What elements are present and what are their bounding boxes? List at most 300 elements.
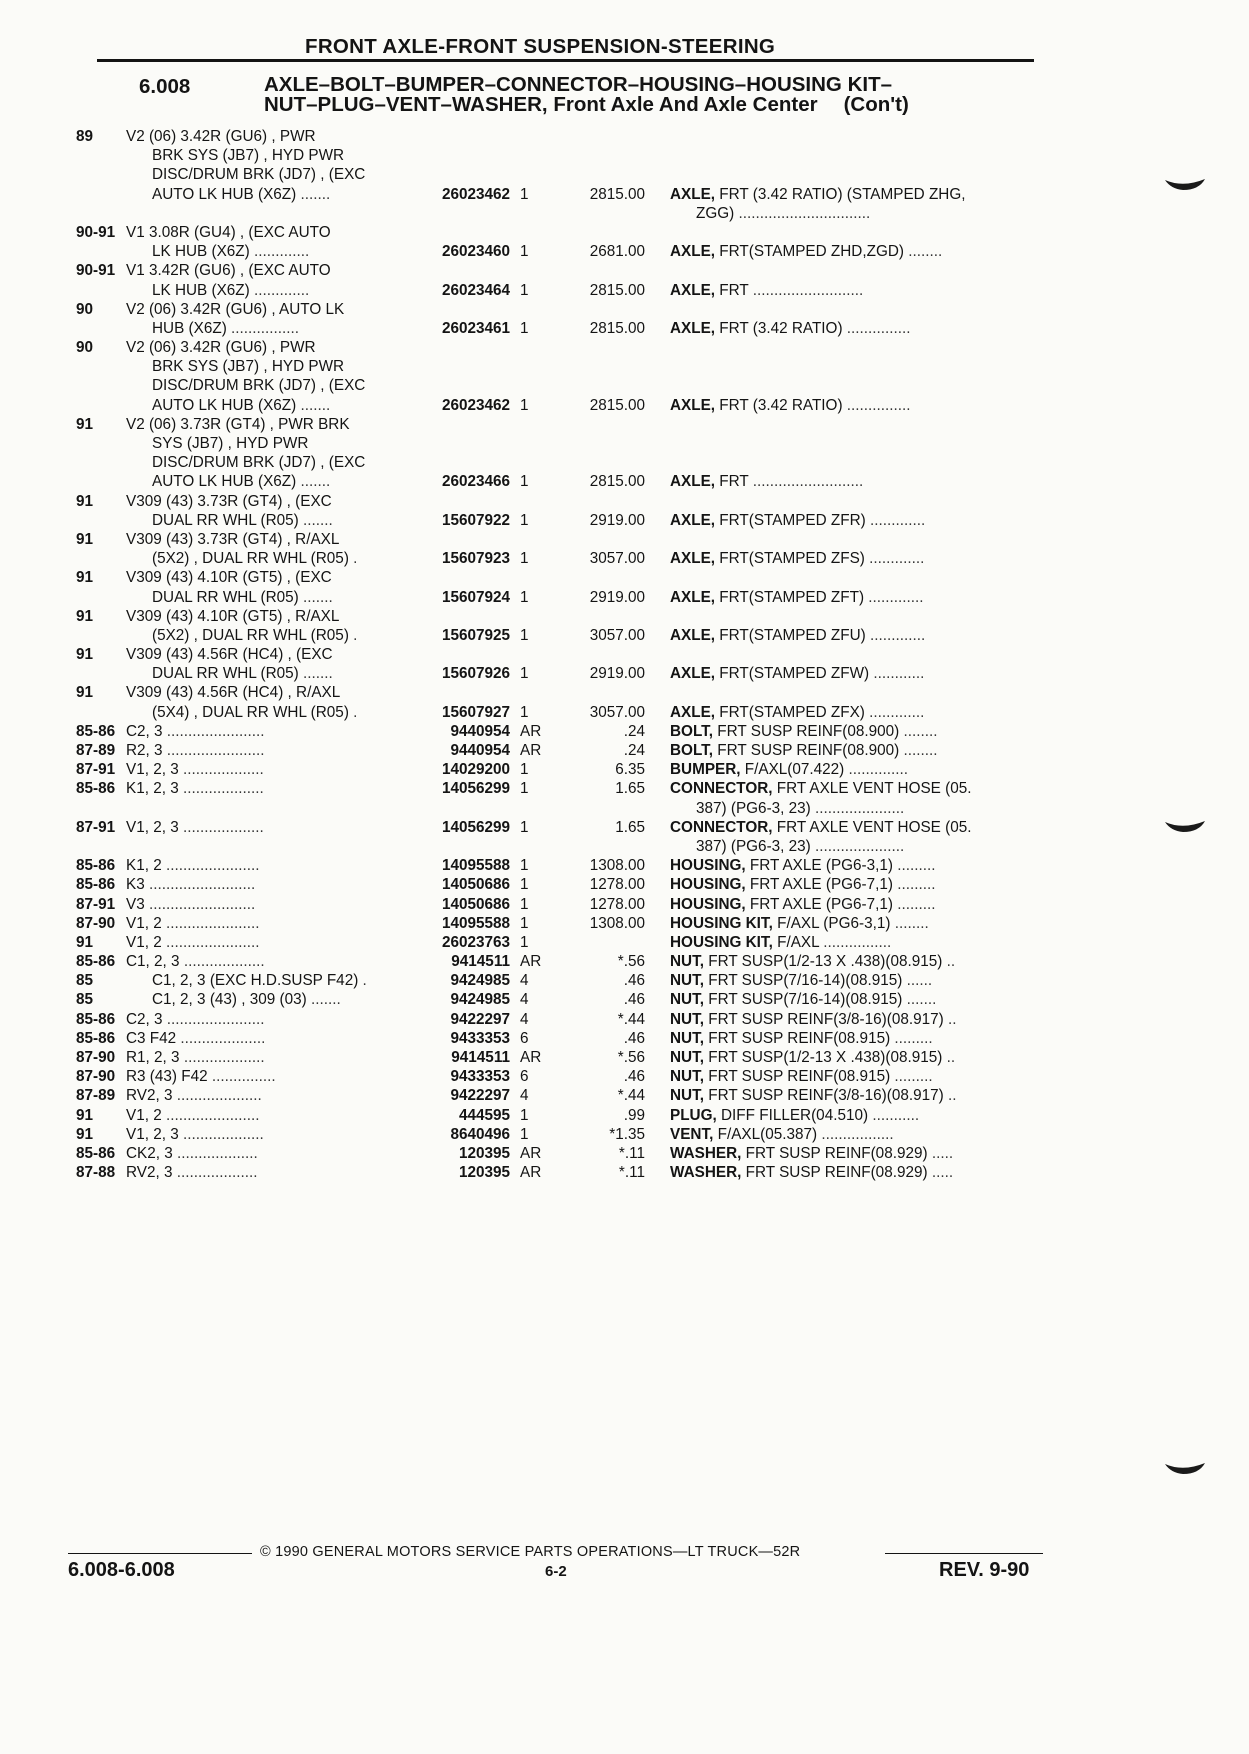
table-row <box>0 1163 1249 1182</box>
part-name-text: FRT AXLE (PG6-7,1) <box>745 895 893 913</box>
price: 2815.00 <box>589 473 645 491</box>
leader-dots: ............. <box>249 281 310 299</box>
quantity: 1 <box>520 914 529 932</box>
leader-dots: ............... <box>842 396 911 414</box>
table-row <box>0 434 1249 453</box>
usage-text: AUTO LK HUB (X6Z) <box>152 185 297 203</box>
model-year: 87-90 <box>76 914 116 932</box>
part-number: 15607927 <box>441 703 510 721</box>
part-name-text: FRT SUSP(7/16-14)(08.915) <box>704 991 903 1009</box>
part-name-text: FRT AXLE (PG6-3,1) <box>745 857 893 875</box>
part-name-keyword: AXLE, <box>670 281 716 299</box>
leader-dots: ........ <box>899 742 938 759</box>
table-row <box>0 472 1249 491</box>
usage-description <box>152 664 333 683</box>
usage-text: DISC/DRUM BRK (JD7) , (EXC <box>152 454 366 472</box>
leader-dots: ............... <box>207 1068 276 1086</box>
leader-dots: ....... <box>902 991 937 1009</box>
usage-description <box>126 645 333 664</box>
leader-dots: ................... <box>178 780 264 798</box>
leader-dots: ......... <box>890 1029 933 1047</box>
part-name-text: FRT SUSP REINF(3/8-16)(08.917) <box>704 1010 944 1028</box>
part-name <box>670 895 936 914</box>
model-year: 91 <box>76 646 94 664</box>
part-name-text: FRT AXLE (PG6-7,1) <box>745 876 893 894</box>
price: 1.65 <box>615 780 645 798</box>
usage-text: V1, 2, 3 <box>126 761 179 779</box>
quantity: AR <box>520 1164 542 1182</box>
usage-description <box>152 511 333 530</box>
table-row <box>0 664 1249 683</box>
usage-text: V309 (43) 3.73R (GT4) , R/AXL <box>126 530 340 548</box>
usage-description <box>126 1086 262 1105</box>
usage-description <box>126 568 332 587</box>
price: 2681.00 <box>589 243 645 261</box>
model-year: 90 <box>76 300 94 318</box>
leader-dots: ............. <box>865 626 926 644</box>
part-name-keyword: BOLT, <box>670 742 714 759</box>
part-name-keyword: AXLE, <box>670 665 716 683</box>
part-name-keyword: HOUSING, <box>670 895 746 913</box>
usage-text: V1 3.08R (GU4) , (EXC AUTO <box>126 223 331 241</box>
part-number: 26023464 <box>441 281 510 299</box>
part-name-text: FRT (3.42 RATIO) (STAMPED ZHG, <box>715 185 966 203</box>
price: 1.65 <box>615 818 645 836</box>
part-name-keyword: BOLT, <box>670 722 714 740</box>
leader-dots: ..................... <box>810 799 905 817</box>
part-name-keyword: HOUSING KIT, <box>670 914 773 932</box>
usage-description <box>126 1029 265 1048</box>
leader-dots: .. <box>942 953 956 971</box>
quantity: 1 <box>520 185 529 203</box>
table-row <box>0 568 1249 587</box>
usage-description <box>126 1106 259 1125</box>
table-row <box>0 952 1249 971</box>
model-year: 91 <box>76 1106 94 1124</box>
usage-text: C3 F42 <box>126 1029 177 1047</box>
part-name-text: FRT SUSP REINF(08.900) <box>713 722 900 740</box>
part-name-text: FRT AXLE VENT HOSE (05. <box>772 780 972 798</box>
model-year: 85 <box>76 991 94 1009</box>
part-name-keyword: NUT, <box>670 1010 704 1028</box>
model-year: 89 <box>76 128 94 145</box>
price: *.44 <box>617 1010 645 1028</box>
part-name-text: FRT(STAMPED ZFS) <box>715 550 865 568</box>
part-name-keyword: NUT, <box>670 972 704 990</box>
model-year: 90-91 <box>76 262 116 280</box>
usage-description <box>126 760 264 779</box>
quantity: 1 <box>520 588 529 606</box>
leader-dots: .......................... <box>748 473 864 491</box>
leader-dots: .............. <box>844 761 909 779</box>
part-name <box>670 242 942 261</box>
part-name <box>670 779 972 798</box>
quantity: 1 <box>520 857 529 875</box>
table-row <box>0 895 1249 914</box>
table-row <box>0 837 1249 856</box>
part-name <box>670 1029 933 1048</box>
usage-text: HUB (X6Z) <box>152 319 227 337</box>
part-name-text: FRT AXLE VENT HOSE (05. <box>772 818 972 836</box>
leader-dots: ............... <box>842 319 911 337</box>
leader-dots: ...... <box>902 972 933 990</box>
section-title-line2-text: NUT–PLUG–VENT–WASHER, Front Axle And Axle Center <box>264 93 818 116</box>
part-number: 9422297 <box>450 1010 510 1028</box>
model-year: 91 <box>76 415 94 433</box>
part-number: 9433353 <box>450 1068 510 1086</box>
price: .24 <box>623 742 645 759</box>
part-name-keyword: CONNECTOR, <box>670 780 773 798</box>
usage-text: RV2, 3 <box>126 1087 173 1105</box>
part-name <box>670 760 908 779</box>
table-row <box>0 453 1249 472</box>
model-year: 85 <box>76 972 94 990</box>
part-number: 120395 <box>458 1164 510 1182</box>
usage-description <box>126 1125 264 1144</box>
price: 3057.00 <box>589 550 645 568</box>
usage-description <box>152 376 365 395</box>
part-name-keyword: AXLE, <box>670 243 716 261</box>
part-name-text: FRT(STAMPED ZFW) <box>715 665 870 683</box>
part-number: 14095588 <box>441 857 510 875</box>
usage-text: LK HUB (X6Z) <box>152 281 250 299</box>
model-year: 91 <box>76 684 94 702</box>
table-row <box>0 914 1249 933</box>
leader-dots: ......... <box>893 876 936 894</box>
price: 1308.00 <box>589 914 645 932</box>
model-year: 85-86 <box>76 780 116 798</box>
usage-text: LK HUB (X6Z) <box>152 243 250 261</box>
quantity: 1 <box>520 550 529 568</box>
usage-description <box>126 223 331 242</box>
model-year: 87-89 <box>76 742 116 759</box>
part-number: 120395 <box>458 1144 510 1162</box>
table-row <box>0 357 1249 376</box>
quantity: 1 <box>520 473 529 491</box>
page-header-title: FRONT AXLE-FRONT SUSPENSION-STEERING <box>305 35 776 58</box>
part-name <box>670 703 924 722</box>
part-name-keyword: NUT, <box>670 1049 704 1066</box>
part-name-text: FRT SUSP REINF(08.929) <box>741 1144 928 1162</box>
part-name <box>670 741 938 760</box>
part-name <box>696 837 904 856</box>
part-name-text: FRT SUSP REINF(08.900) <box>713 742 900 759</box>
price: 1308.00 <box>589 857 645 875</box>
part-number: 14050686 <box>441 895 510 913</box>
part-name-text: FRT SUSP(1/2-13 X .438)(08.915) <box>704 1049 943 1066</box>
usage-text: CK2, 3 <box>126 1144 173 1162</box>
leader-dots: .. <box>943 1087 957 1105</box>
section-cont: (Con't) <box>843 93 909 116</box>
quantity: 1 <box>520 761 529 779</box>
usage-description <box>126 127 316 146</box>
usage-description <box>152 990 341 1009</box>
usage-description <box>152 242 309 261</box>
part-number: 15607922 <box>441 511 510 529</box>
price: 3057.00 <box>589 626 645 644</box>
usage-text: DUAL RR WHL (R05) <box>152 511 299 529</box>
part-name <box>670 626 925 645</box>
usage-text: BRK SYS (JB7) , HYD PWR <box>152 358 345 376</box>
model-year: 87-90 <box>76 1049 116 1066</box>
usage-description <box>126 683 340 702</box>
part-number: 26023461 <box>441 319 510 337</box>
usage-text: AUTO LK HUB (X6Z) <box>152 396 297 414</box>
part-name <box>670 722 938 741</box>
section-title <box>264 75 909 115</box>
price: *.11 <box>618 1144 645 1162</box>
part-number: 14029200 <box>441 761 510 779</box>
part-name-keyword: NUT, <box>670 953 704 971</box>
section-title-line2 <box>264 95 909 115</box>
price: 3057.00 <box>589 703 645 721</box>
usage-description <box>126 722 265 741</box>
footer-page-number: 6-2 <box>545 1563 567 1580</box>
part-number: 15607925 <box>441 626 510 644</box>
binder-mark-icon <box>1163 1462 1207 1476</box>
part-name <box>670 1106 919 1125</box>
part-name <box>670 1010 957 1029</box>
price: .99 <box>623 1106 645 1124</box>
part-name-text: FRT SUSP REINF(08.915) <box>704 1068 891 1086</box>
usage-text: C2, 3 <box>126 722 163 740</box>
table-row <box>0 300 1249 319</box>
part-number: 9424985 <box>450 991 510 1009</box>
model-year: 91 <box>76 1125 94 1143</box>
leader-dots: ....... <box>296 185 331 203</box>
model-year: 90 <box>76 339 94 357</box>
usage-description <box>152 281 309 300</box>
part-number: 26023460 <box>441 243 510 261</box>
part-number: 14050686 <box>441 876 510 894</box>
usage-description <box>152 472 330 491</box>
table-row <box>0 588 1249 607</box>
footer-rule-right <box>885 1553 1043 1554</box>
usage-text: (5X2) , DUAL RR WHL (R05) <box>152 626 349 644</box>
price: *.11 <box>618 1164 645 1182</box>
table-row <box>0 185 1249 204</box>
quantity: 1 <box>520 1106 529 1124</box>
usage-description <box>152 185 330 204</box>
table-row <box>0 607 1249 626</box>
part-number: 14056299 <box>441 818 510 836</box>
footer-rule-left <box>68 1553 252 1554</box>
quantity: 1 <box>520 818 529 836</box>
leader-dots: ....... <box>298 588 333 606</box>
model-year: 85-86 <box>76 1029 116 1047</box>
quantity: 4 <box>520 991 529 1009</box>
quantity: 1 <box>520 703 529 721</box>
leader-dots: ...................... <box>161 857 260 875</box>
part-name-keyword: AXLE, <box>670 511 716 529</box>
usage-text: V2 (06) 3.42R (GU6) , PWR <box>126 128 316 145</box>
part-name-keyword: PLUG, <box>670 1106 717 1124</box>
usage-description <box>152 319 299 338</box>
leader-dots: ....... <box>298 511 333 529</box>
leader-dots: ................... <box>178 1125 264 1143</box>
usage-text: V309 (43) 4.56R (HC4) , (EXC <box>126 646 333 664</box>
usage-description <box>126 895 255 914</box>
usage-text: RV2, 3 <box>126 1164 173 1182</box>
part-name <box>670 664 924 683</box>
quantity: 1 <box>520 780 529 798</box>
leader-dots: ................... <box>179 953 265 971</box>
quantity: 6 <box>520 1029 529 1047</box>
price: .46 <box>623 972 645 990</box>
part-number: 26023462 <box>441 396 510 414</box>
part-name-keyword: WASHER, <box>670 1144 742 1162</box>
leader-dots: ....... <box>296 473 331 491</box>
table-row <box>0 549 1249 568</box>
quantity: AR <box>520 1049 542 1066</box>
table-row <box>0 1010 1249 1029</box>
usage-description <box>126 300 344 319</box>
usage-text: DISC/DRUM BRK (JD7) , (EXC <box>152 166 366 184</box>
part-name-text: F/AXL(07.422) <box>740 761 845 779</box>
part-number: 9433353 <box>450 1029 510 1047</box>
leader-dots: ....................... <box>162 742 265 759</box>
usage-text: V1, 2 <box>126 933 162 951</box>
usage-text: C1, 2, 3 (EXC H.D.SUSP F42) <box>152 972 359 990</box>
leader-dots: ....... <box>306 991 341 1009</box>
part-name <box>670 281 863 300</box>
leader-dots: ..... <box>927 1164 954 1182</box>
part-name-text: FRT <box>715 473 749 491</box>
quantity: 1 <box>520 626 529 644</box>
usage-text: K1, 2, 3 <box>126 780 179 798</box>
leader-dots: ...................... <box>161 933 260 951</box>
model-year: 85-86 <box>76 1010 116 1028</box>
part-number: 9414511 <box>451 953 510 971</box>
table-row <box>0 856 1249 875</box>
part-name-keyword: AXLE, <box>670 396 716 414</box>
model-year: 85-86 <box>76 857 116 875</box>
part-name-keyword: HOUSING, <box>670 876 746 894</box>
part-name-keyword: NUT, <box>670 1087 704 1105</box>
price: .46 <box>623 991 645 1009</box>
usage-description <box>152 165 365 184</box>
part-name-text: 387) (PG6-3, 23) <box>696 837 811 855</box>
table-row <box>0 741 1249 760</box>
part-name-text: FRT(STAMPED ZHD,ZGD) <box>715 243 904 261</box>
usage-text: V309 (43) 4.10R (GT5) , R/AXL <box>126 607 340 625</box>
leader-dots: ......... <box>893 895 936 913</box>
leader-dots: ....... <box>298 665 333 683</box>
part-name-keyword: AXLE, <box>670 473 716 491</box>
usage-text: V1, 2, 3 <box>126 818 179 836</box>
part-name-text: FRT SUSP(1/2-13 X .438)(08.915) <box>704 953 943 971</box>
leader-dots: ............. <box>865 511 926 529</box>
leader-dots: ............. <box>249 243 310 261</box>
section-title-line1: AXLE–BOLT–BUMPER–CONNECTOR–HOUSING–HOUSING KIT– <box>264 73 892 96</box>
model-year: 87-91 <box>76 895 116 913</box>
table-row <box>0 530 1249 549</box>
usage-description <box>152 146 344 165</box>
model-year: 91 <box>76 933 94 951</box>
table-row <box>0 127 1249 146</box>
quantity: 1 <box>520 933 529 951</box>
part-name-keyword: VENT, <box>670 1125 714 1143</box>
leader-dots: ................... <box>178 761 264 779</box>
leader-dots: ............. <box>864 588 924 606</box>
part-number: 444595 <box>458 1106 510 1124</box>
price: 2919.00 <box>589 665 645 683</box>
leader-dots: ....................... <box>162 722 265 740</box>
usage-text: BRK SYS (JB7) , HYD PWR <box>152 147 345 165</box>
model-year: 91 <box>76 569 94 587</box>
leader-dots: .................... <box>172 1087 262 1105</box>
leader-dots: ................... <box>179 1049 265 1066</box>
usage-text: R1, 2, 3 <box>126 1049 180 1066</box>
usage-text: V1, 2 <box>126 914 162 932</box>
part-name-keyword: WASHER, <box>670 1164 742 1182</box>
usage-description <box>152 357 344 376</box>
footer-section-range: 6.008-6.008 <box>68 1559 175 1581</box>
usage-description <box>126 779 264 798</box>
usage-description <box>126 933 259 952</box>
leader-dots: ................ <box>819 933 892 951</box>
part-name <box>670 952 955 971</box>
section-number: 6.008 <box>139 75 191 98</box>
quantity: AR <box>520 1144 542 1162</box>
leader-dots: . <box>348 626 358 644</box>
part-name-text: FRT (3.42 RATIO) <box>715 319 843 337</box>
part-number: 9414511 <box>451 1049 510 1066</box>
table-row <box>0 1067 1249 1086</box>
price: 2815.00 <box>589 319 645 337</box>
leader-dots: ........ <box>899 722 938 740</box>
model-year: 87-90 <box>76 1068 116 1086</box>
part-name-keyword: NUT, <box>670 1029 704 1047</box>
usage-description <box>126 492 332 511</box>
part-name <box>670 971 932 990</box>
usage-text: V2 (06) 3.42R (GU6) , PWR <box>126 339 316 357</box>
leader-dots: ........ <box>903 243 943 261</box>
binder-mark-icon <box>1163 178 1207 192</box>
leader-dots: ......................... <box>144 876 256 894</box>
usage-text: V1, 2, 3 <box>126 1125 179 1143</box>
price: 2815.00 <box>589 185 645 203</box>
model-year: 87-91 <box>76 761 116 779</box>
quantity: 1 <box>520 895 529 913</box>
part-number: 9422297 <box>450 1087 510 1105</box>
table-row <box>0 319 1249 338</box>
table-row <box>0 415 1249 434</box>
usage-description <box>126 914 259 933</box>
price: .46 <box>623 1068 645 1086</box>
part-name <box>670 914 929 933</box>
leader-dots: ........ <box>890 914 929 932</box>
leader-dots: ................. <box>817 1125 894 1143</box>
part-name-text: FRT <box>715 281 749 299</box>
table-row <box>0 204 1249 223</box>
table-row <box>0 645 1249 664</box>
part-name <box>670 588 924 607</box>
usage-text: C1, 2, 3 <box>126 953 180 971</box>
usage-text: AUTO LK HUB (X6Z) <box>152 473 297 491</box>
price: .24 <box>623 722 645 740</box>
leader-dots: ....... <box>296 396 331 414</box>
part-name-keyword: HOUSING, <box>670 857 746 875</box>
usage-text: V2 (06) 3.42R (GU6) , AUTO LK <box>126 300 345 318</box>
table-row <box>0 261 1249 280</box>
usage-description <box>126 261 331 280</box>
part-name <box>670 990 936 1009</box>
table-row <box>0 1048 1249 1067</box>
usage-text: K1, 2 <box>126 857 162 875</box>
table-row <box>0 875 1249 894</box>
part-number: 15607926 <box>441 665 510 683</box>
